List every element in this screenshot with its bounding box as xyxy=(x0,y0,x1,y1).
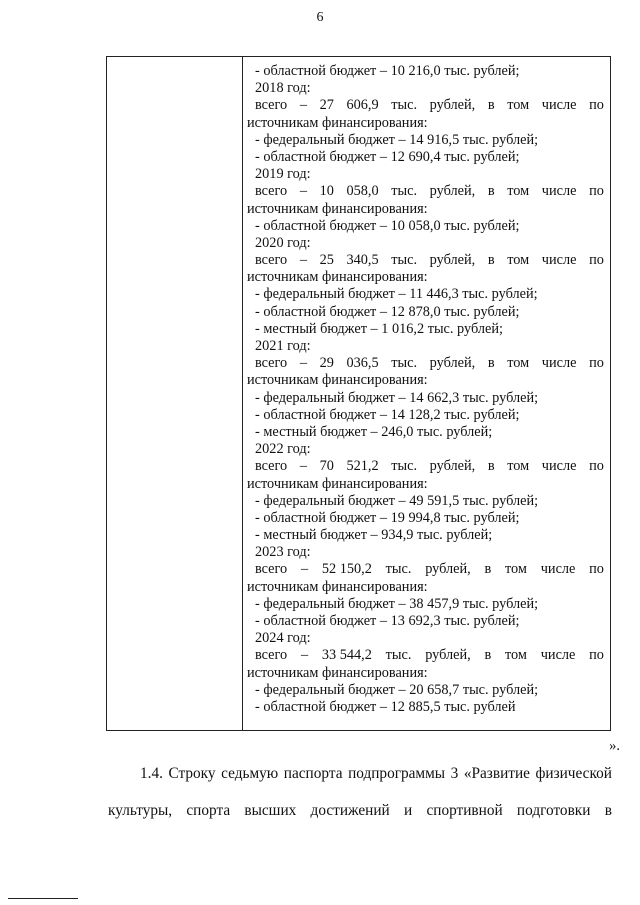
word: тыс. xyxy=(391,355,418,372)
word: том xyxy=(507,458,530,475)
word: том xyxy=(507,97,530,114)
word: том xyxy=(505,647,527,664)
word: рублей, xyxy=(425,647,471,664)
funding-line: - областной бюджет – 14 128,2 тыс. рублей; xyxy=(255,406,520,423)
funding-line xyxy=(247,355,604,372)
word: тыс. xyxy=(385,647,412,664)
word: числе xyxy=(540,647,576,664)
paragraph-line-2 xyxy=(108,802,612,820)
word: по xyxy=(589,252,604,269)
word: в xyxy=(487,97,495,114)
word: 70 xyxy=(319,458,334,475)
funding-line: - областной бюджет – 12 885,5 тыс. рублей xyxy=(255,698,516,715)
paragraph-word: «Развитие xyxy=(463,765,530,782)
paragraph-word: Строку xyxy=(168,765,216,782)
word: – xyxy=(300,647,309,664)
word: – xyxy=(300,561,309,578)
word: 29 xyxy=(319,355,334,372)
word: в xyxy=(487,252,495,269)
footnote-rule xyxy=(8,898,78,899)
funding-line: источникам финансирования: xyxy=(247,200,428,217)
funding-line: 2020 год: xyxy=(255,234,311,251)
word: по xyxy=(589,458,604,475)
word: 10 xyxy=(319,183,334,200)
paragraph-word: подготовки xyxy=(516,802,591,819)
funding-line: - федеральный бюджет – 38 457,9 тыс. рублей; xyxy=(255,595,539,612)
word: рублей, xyxy=(429,97,476,114)
word: том xyxy=(507,252,530,269)
funding-details-cell xyxy=(247,63,604,716)
word: тыс. xyxy=(391,458,418,475)
funding-line xyxy=(247,561,604,578)
paragraph-word: в xyxy=(604,802,612,819)
funding-line: - федеральный бюджет – 49 591,5 тыс. рублей; xyxy=(255,492,539,509)
word: 606,9 xyxy=(346,97,379,114)
word: в xyxy=(484,561,492,578)
funding-line: 2024 год: xyxy=(255,630,311,647)
funding-line: 2023 год: xyxy=(255,544,311,561)
word: всего xyxy=(255,458,288,475)
funding-line xyxy=(247,183,604,200)
word: – xyxy=(299,183,307,200)
word: по xyxy=(589,97,604,114)
word: рублей, xyxy=(429,183,476,200)
funding-line: источникам финансирования: xyxy=(247,372,428,389)
funding-line: 2019 год: xyxy=(255,166,311,183)
word: том xyxy=(507,183,530,200)
word: – xyxy=(299,355,307,372)
word: том xyxy=(505,561,527,578)
paragraph-line-1 xyxy=(112,765,612,783)
funding-line: источникам финансирования: xyxy=(247,475,428,492)
paragraph-word: седьмую xyxy=(221,765,279,782)
word: – xyxy=(299,97,307,114)
funding-line: источникам финансирования: xyxy=(247,578,428,595)
page-number: 6 xyxy=(316,10,324,25)
funding-line: 2022 год: xyxy=(255,441,311,458)
paragraph-word: физической xyxy=(535,765,612,782)
funding-line: - местный бюджет – 246,0 тыс. рублей; xyxy=(255,423,493,440)
paragraph-word: 1.4. xyxy=(140,765,163,782)
funding-line: - областной бюджет – 10 058,0 тыс. рублей; xyxy=(255,217,520,234)
word: 521,2 xyxy=(346,458,379,475)
word: рублей, xyxy=(429,355,476,372)
paragraph-word: паспорта xyxy=(283,765,343,782)
funding-line: 2021 год: xyxy=(255,338,311,354)
funding-line xyxy=(247,97,604,114)
funding-line: - областной бюджет – 19 994,8 тыс. рублей; xyxy=(255,509,520,526)
paragraph-word: культуры, xyxy=(108,802,173,819)
word: 340,5 xyxy=(346,252,379,269)
word: 058,0 xyxy=(346,183,379,200)
funding-line: 2018 год: xyxy=(255,80,311,97)
paragraph-word: и xyxy=(404,802,413,819)
word: 52 150,2 xyxy=(321,561,372,578)
word: по xyxy=(589,183,604,200)
paragraph-word: достижений xyxy=(310,802,390,819)
funding-line xyxy=(247,458,604,475)
word: том xyxy=(507,355,530,372)
funding-line: источникам финансирования: xyxy=(247,664,428,681)
word: числе xyxy=(541,458,577,475)
funding-line: - федеральный бюджет – 14 916,5 тыс. рублей; xyxy=(255,131,539,148)
funding-line: источникам финансирования: xyxy=(247,269,428,286)
word: в xyxy=(487,458,495,475)
funding-line: - местный бюджет – 1 016,2 тыс. рублей; xyxy=(255,320,503,337)
word: всего xyxy=(255,97,288,114)
word: числе xyxy=(541,252,577,269)
word: в xyxy=(487,183,495,200)
word: всего xyxy=(255,252,288,269)
paragraph-word: спорта xyxy=(186,802,231,819)
word: по xyxy=(589,561,604,578)
closing-quote: ». xyxy=(609,738,620,754)
paragraph-word: подпрограммы xyxy=(348,765,446,782)
word: всего xyxy=(255,647,288,664)
funding-line: - областной бюджет – 12 878,0 тыс. рублей; xyxy=(255,303,520,320)
word: 27 xyxy=(319,97,334,114)
word: числе xyxy=(541,183,577,200)
word: всего xyxy=(255,183,288,200)
word: по xyxy=(589,647,604,664)
word: всего xyxy=(255,355,288,372)
paragraph-word: 3 xyxy=(450,765,459,782)
paragraph-word: спортивной xyxy=(426,802,503,819)
funding-line xyxy=(247,647,604,664)
word: тыс. xyxy=(391,97,418,114)
word: – xyxy=(299,458,307,475)
funding-line: источникам финансирования: xyxy=(247,114,428,131)
word: числе xyxy=(541,355,577,372)
word: по xyxy=(589,355,604,372)
funding-line xyxy=(247,252,604,269)
word: числе xyxy=(541,97,577,114)
word: 036,5 xyxy=(346,355,379,372)
funding-line: - федеральный бюджет – 14 662,3 тыс. рублей; xyxy=(255,389,539,406)
word: рублей, xyxy=(429,458,476,475)
word: – xyxy=(299,252,307,269)
word: тыс. xyxy=(391,183,418,200)
word: числе xyxy=(540,561,576,578)
funding-line: - областной бюджет – 13 692,3 тыс. рублей; xyxy=(255,613,520,629)
word: всего xyxy=(255,561,288,578)
word: 25 xyxy=(319,252,334,269)
funding-line: - областной бюджет – 10 216,0 тыс. рублей; xyxy=(255,63,520,79)
word: 33 544,2 xyxy=(321,647,372,664)
word: рублей, xyxy=(429,252,476,269)
funding-line: - местный бюджет – 934,9 тыс. рублей; xyxy=(255,527,493,544)
column-divider xyxy=(242,57,243,730)
funding-line: - федеральный бюджет – 20 658,7 тыс. рублей; xyxy=(255,681,539,698)
funding-table xyxy=(106,56,611,731)
word: в xyxy=(484,647,492,664)
word: тыс. xyxy=(391,252,418,269)
word: тыс. xyxy=(385,561,412,578)
funding-line: - федеральный бюджет – 11 446,3 тыс. рублей; xyxy=(255,286,538,303)
paragraph-word: высших xyxy=(244,802,297,819)
word: в xyxy=(487,355,495,372)
word: рублей, xyxy=(425,561,471,578)
funding-line: - областной бюджет – 12 690,4 тыс. рублей; xyxy=(255,148,520,165)
